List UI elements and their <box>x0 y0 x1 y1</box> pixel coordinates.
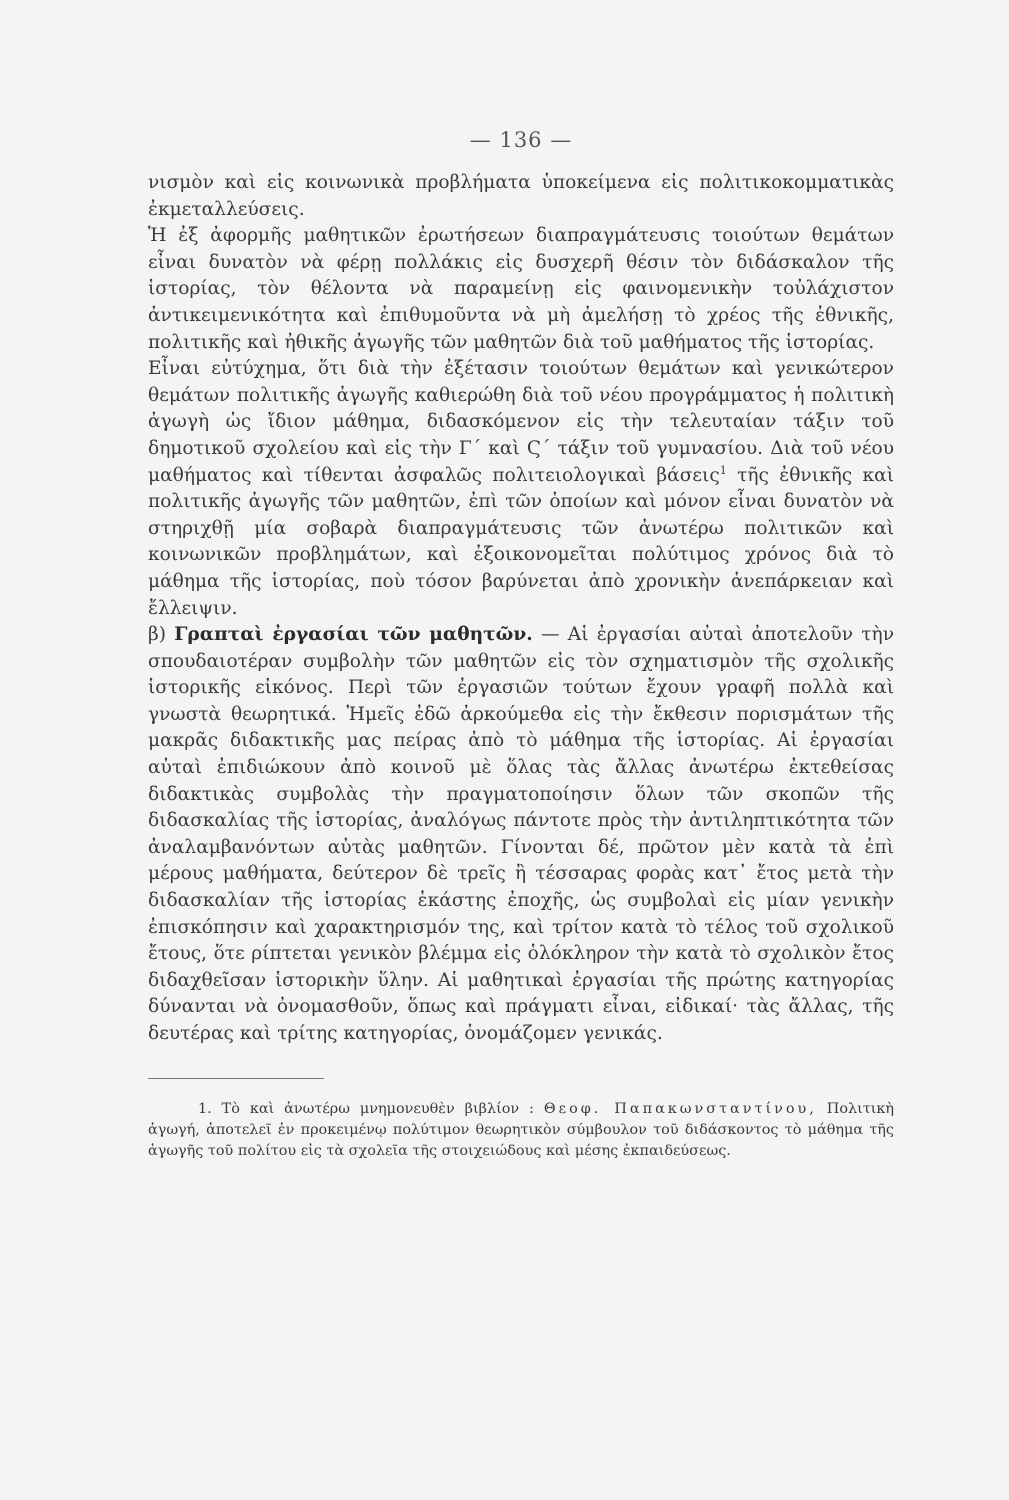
footnote-divider <box>148 1078 324 1079</box>
page-number: — 136 — <box>469 128 573 152</box>
footnote-author: Θεοφ. Παπακωνσταντίνου, <box>543 1100 817 1117</box>
footnote <box>148 1099 894 1163</box>
paragraph-civic-education-part-a: Εἶναι εὐτύχημα, ὅτι διὰ τὴν ἐξέτασιν τοιούτων θεμάτων καὶ γενικώτερον θεμάτων πολιτικῆς ἀγωγῆς καθιερώθη διὰ τοῦ νέου προγράμματος ἡ πολιτικὴ ἀγωγὴ ὡς ἴδιον μάθημα, διδασκόμενον εἰς τὴν τελευταίαν τάξιν τοῦ δημοτικοῦ σχολείου καὶ εἰς τὴν Γ΄ καὶ Ϛ΄ τάξιν τοῦ γυμνασίου. Διὰ τοῦ νέου μαθήματος καὶ τίθενται ἀσφαλῶς πολιτειολογικαὶ βάσεις <box>148 358 894 486</box>
paragraph-civic-education-part-b: τῆς ἐθνικῆς καὶ πολιτικῆς ἀγωγῆς τῶν μαθητῶν, ἐπὶ τῶν ὁποίων καὶ μόνον εἶναι δυνατὸν νὰ στηριχθῇ μία σοβαρὰ διαπραγμάτευσις τῶν ἀνωτέρω πολιτικῶν καὶ κοινωνικῶν προβλημάτων, καὶ ἐξοικονομεῖται πολύτιμος χρόνος διὰ τὸ μάθημα τῆς ἱστορίας, ποὺ τόσον βαρύνεται ἀπὸ χρονικὴν ἀνεπάρκειαν καὶ ἔλλειψιν. <box>148 464 894 619</box>
paragraph-continuation: νισμὸν καὶ εἰς κοινωνικὰ προβλήματα ὑποκείμενα εἰς πολιτικοκομματικὰς ἐκμεταλλεύσεις. <box>148 172 894 220</box>
main-text <box>148 170 894 1048</box>
footnote-number: 1. <box>198 1100 222 1117</box>
section-heading: Γραπταὶ ἐργασίαι τῶν μαθητῶν. <box>174 624 533 646</box>
book-page <box>148 128 894 1163</box>
paragraph-civic-education <box>148 356 894 622</box>
section-label: β) <box>148 624 175 646</box>
footnote-marker: 1 <box>719 463 727 477</box>
paragraph-written-works <box>148 622 894 1048</box>
paragraph-questions: Ἡ ἐξ ἀφορμῆς μαθητικῶν ἐρωτήσεων διαπραγμάτευσις τοιούτων θεμάτων εἶναι δυνατὸν νὰ φέρῃ πολλάκις εἰς δυσχερῆ θέσιν τὸν διδάσκαλον τῆς ἱστορίας, τὸν θέλοντα νὰ παραμείνῃ εἰς φαινομενικὴν τοὐλάχιστον ἀντικειμενικότητα καὶ ἐπιθυμοῦντα νὰ μὴ ἀμελήσῃ τὸ χρέος τῆς ἐθνικῆς, πολιτικῆς καὶ ἠθικῆς ἀγωγῆς τῶν μαθητῶν διὰ τοῦ μαθήματος τῆς ἱστορίας. <box>148 225 894 353</box>
footnote-rest: Πολιτικὴ ἀγωγή, ἀποτελεῖ ἐν προκειμένῳ πολύτιμον θεωρητικὸν σύμβουλον τοῦ διδάσκοντος τὸ μάθημα τῆς ἀγωγῆς τοῦ πολίτου εἰς τὰ σχολεῖα τῆς στοιχειώδους καὶ μέσης ἐκπαιδεύσεως. <box>148 1100 894 1160</box>
footnote-intro: Τὸ καὶ ἀνωτέρω μνημονευθὲν βιβλίον : <box>221 1100 544 1117</box>
section-text: — Αἱ ἐργασίαι αὐταὶ ἀποτελοῦν τὴν σπουδαιοτέραν συμβολὴν τῶν μαθητῶν εἰς τὸν σχηματισμὸν τῆς σχολικῆς ἱστορικῆς εἰκόνος. Περὶ τῶν ἐργασιῶν τούτων ἔχουν γραφῆ πολλὰ καὶ γνωστὰ θεωρητικά. Ἡμεῖς ἐδῶ ἀρκούμεθα εἰς τὴν ἔκθεσιν πορισμάτων τῆς μακρᾶς διδακτικῆς μας πείρας ἀπὸ τὸ μάθημα τῆς ἱστορίας. Αἱ ἐργασίαι αὐταὶ ἐπιδιώκουν ἀπὸ κοινοῦ μὲ ὅλας τὰς ἄλλας ἀνωτέρω ἐκτεθείσας διδακτικὰς συμβολὰς τὴν πραγματοποίησιν ὅλων τῶν σκοπῶν τῆς διδασκαλίας τῆς ἱστορίας, ἀναλόγως πάντοτε πρὸς τὴν ἀντιληπτικότητα τῶν ἀναλαμβανόντων αὐτὰς μαθητῶν. Γίνονται δέ, πρῶτον μὲν κατὰ τὰ ἐπὶ μέρους μαθήματα, δεύτερον δὲ τρεῖς ἢ τέσσαρας φορὰς κατ᾿ ἔτος μετὰ τὴν διδασκαλίαν τῆς ἱστορίας ἑκάστης ἐποχῆς, ὡς συμβολαὶ εἰς μίαν γενικὴν ἐπισκόπησιν καὶ χαρακτηρισμόν της, καὶ τρίτον κατὰ τὸ τέλος τοῦ σχολικοῦ ἔτους, ὅτε ρίπτεται γενικὸν βλέμμα εἰς ὁλόκληρον τὴν κατὰ τὸ σχολικὸν ἔτος διδαχθεῖσαν ἱστορικὴν ὕλην. Αἱ μαθητικαὶ ἐργασίαι τῆς πρώτης κατηγορίας δύνανται νὰ ὀνομασθοῦν, ὅπως καὶ πράγματι εἶναι, εἰδικαί· τὰς ἄλλας, τῆς δευτέρας καὶ τρίτης κατηγορίας, ὀνομάζομεν γενικάς. <box>148 624 894 1044</box>
